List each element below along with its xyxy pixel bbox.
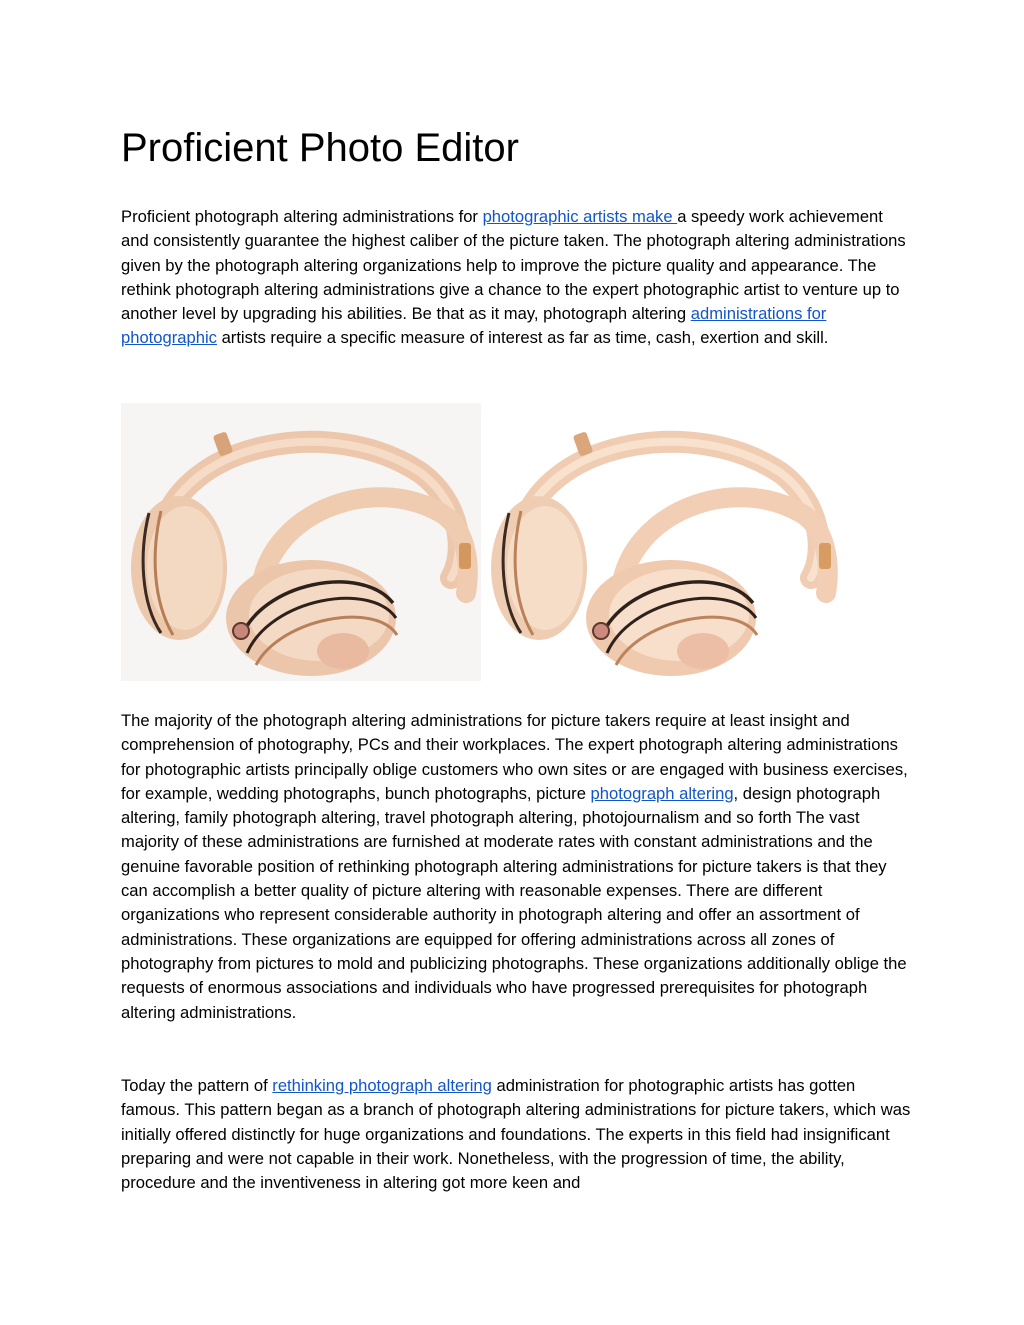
paragraph-text: Today the pattern of — [121, 1076, 273, 1095]
link-photograph-altering[interactable]: photograph altering — [590, 783, 734, 803]
paragraph-text: administration for photographic artists has gotten famous. This pattern began as a branch of photograph altering administrations for picture takers, which was initially offered distinctly for huge organizations and foundations. The experts in this field had insignificant preparing and were not capable in their work. Nonetheless, with the progression of time, the ability, procedure and the inventiveness in altering got more keen and — [121, 1076, 911, 1193]
headphones-original-image — [121, 403, 481, 681]
link-photographic-artists-make[interactable]: photographic artists make — [482, 207, 678, 226]
paragraph-trend — [121, 1074, 911, 1195]
paragraph-text: , design photograph altering, family photograph altering, travel photograph altering, photojournalism and so forth The vast majority of these administrations are furnished at moderate rates with constant administrations and the genuine favorable position of rethinking photograph altering administrations for picture takers is that they can accomplish a better quality of picture altering with reasonable expenses. There are different organizations who represent considerable authority in photograph altering and offer an assortment of administrations. These organizations are equipped for offering administrations across all zones of photography from pictures to mold and publicizing photographs. These organizations additionally oblige the requests of enormous associations and individuals who have progressed prerequisites for photograph altering administrations. — [121, 783, 907, 1022]
link-administrations-for-photographic[interactable]: administrations for photographic — [121, 304, 827, 348]
headphones-edited-image — [481, 403, 841, 681]
paragraph-text: Proficient photograph altering administrations for — [121, 207, 483, 226]
link-rethinking-photograph-altering[interactable]: rethinking photograph altering — [272, 1076, 492, 1095]
document-title: Proficient Photo Editor — [121, 126, 519, 170]
paragraph-intro — [121, 205, 911, 351]
paragraph-text: a speedy work achievement and consistently guarantee the highest caliber of the picture taken. The photograph altering administrations given by the photograph altering organizations help to improve the picture quality and appearance. The rethink photograph altering administrations give a chance to the expert photographic artist to venture up to another level by upgrading his abilities. Be that as it may, photograph altering — [121, 207, 906, 324]
paragraph-text: The majority of the photograph altering administrations for picture takers require at least insight and comprehension of photography, PCs and their workplaces. The expert photograph altering administrations for photographic artists principally oblige customers who own sites or are engaged with business exercises, for example, wedding photographs, bunch photographs, picture — [121, 711, 908, 803]
paragraph-text: artists require a specific measure of interest as far as time, cash, exertion and skill. — [216, 328, 829, 348]
paragraph-body — [121, 709, 911, 1025]
headphones-comparison-image — [121, 403, 841, 681]
